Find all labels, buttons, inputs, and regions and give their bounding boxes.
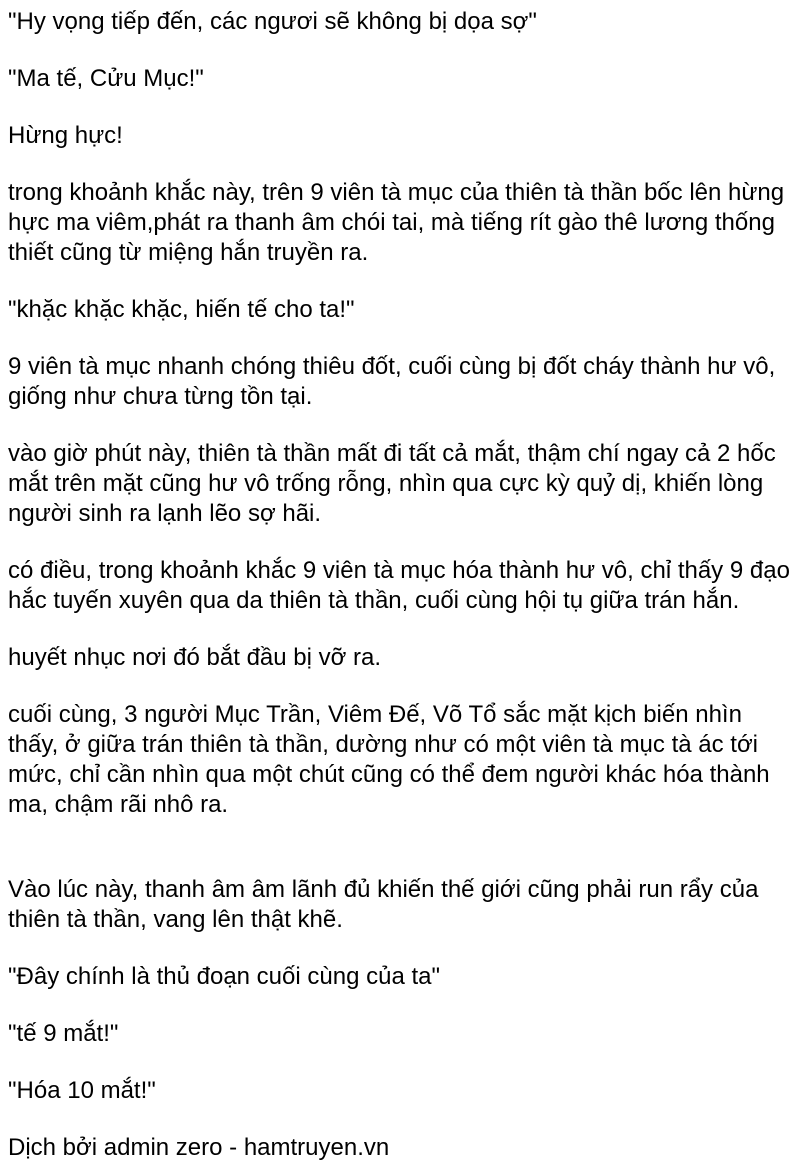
paragraph: Hừng hực!	[8, 122, 123, 149]
paragraph: Vào lúc này, thanh âm âm lãnh đủ khiến thế giới cũng phải run rẩy của thiên tà thần, vang lên thật khẽ.	[8, 876, 759, 933]
paragraph: cuối cùng, 3 người Mục Trần, Viêm Đế, Võ Tổ sắc mặt kịch biến nhìn thấy, ở giữa trán thiên tà thần, dường như có một viên tà mục tà ác tới mức, chỉ cần nhìn qua một chút cũng có thể đem người khác hóa thành ma, chậm rãi nhô ra.	[8, 701, 770, 818]
paragraph: "khặc khặc khặc, hiến tế cho ta!"	[8, 296, 355, 323]
paragraph: "tế 9 mắt!"	[8, 1020, 119, 1047]
paragraph: "Ma tế, Cửu Mục!"	[8, 65, 204, 92]
paragraph: trong khoảnh khắc này, trên 9 viên tà mục của thiên tà thần bốc lên hừng hực ma viêm,phát ra thanh âm chói tai, mà tiếng rít gào thê lương thống thiết cũng từ miệng hắn truyền ra.	[8, 179, 785, 266]
paragraph: "Hy vọng tiếp đến, các ngươi sẽ không bị dọa sợ"	[8, 8, 537, 35]
paragraph: "Đây chính là thủ đoạn cuối cùng của ta"	[8, 963, 440, 990]
translator-credit: Dịch bởi admin zero - hamtruyen.vn	[8, 1134, 390, 1161]
paragraph: có điều, trong khoảnh khắc 9 viên tà mục hóa thành hư vô, chỉ thấy 9 đạo hắc tuyến xuyên qua da thiên tà thần, cuối cùng hội tụ giữa trán hắn.	[8, 557, 790, 614]
paragraph: 9 viên tà mục nhanh chóng thiêu đốt, cuối cùng bị đốt cháy thành hư vô, giống như chưa từng tồn tại.	[8, 353, 776, 410]
paragraph: huyết nhục nơi đó bắt đầu bị vỡ ra.	[8, 644, 382, 671]
paragraph: "Hóa 10 mắt!"	[8, 1077, 156, 1104]
paragraph: vào giờ phút này, thiên tà thần mất đi tất cả mắt, thậm chí ngay cả 2 hốc mắt trên mặt cũng hư vô trống rỗng, nhìn qua cực kỳ quỷ dị, khiến lòng người sinh ra lạnh lẽo sợ hãi.	[8, 440, 776, 527]
